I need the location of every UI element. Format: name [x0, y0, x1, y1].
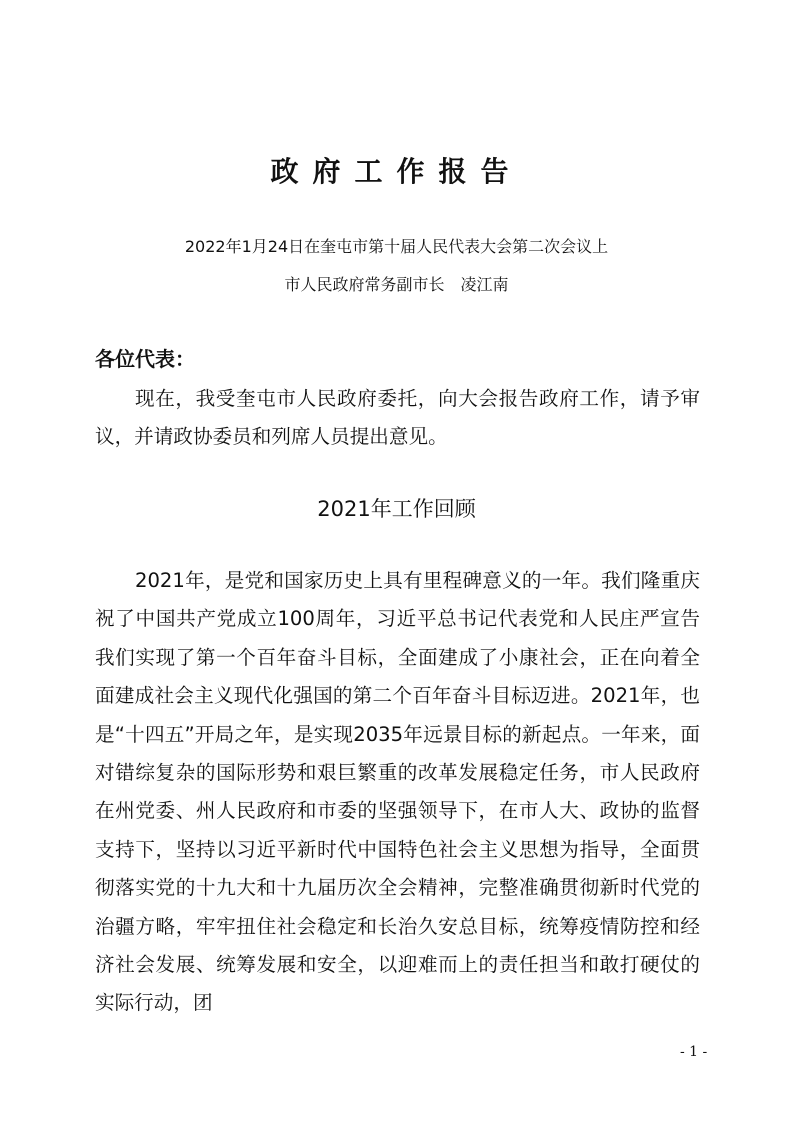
- subtitle-meeting-info: 2022年1月24日在奎屯市第十届人民代表大会第二次会议上: [184, 237, 609, 256]
- body-paragraph: 2021年，是党和国家历史上具有里程碑意义的一年。我们隆重庆祝了中国共产党成立100周年，习近平总书记代表党和人民庄严宣告我们实现了第一个百年奋斗目标，全面建成了小康社会，正在向着全面建成社会主义现代化强国的第二个百年奋斗目标迈进。2021年，也是“十四五”开局之年，是实现2035年远景目标的新起点。一年来，面对错综复杂的国际形势和艰巨繁重的改革发展稳定任务，市人民政府在州党委、州人民政府和市委的坚强领导下，在市人大、政协的监督支持下，坚持以习近平新时代中国特色社会主义思想为指导，全面贯彻落实党的十九大和十九届历次全会精神，完整准确贯彻新时代党的治疆方略，牢牢扭住社会稳定和长治久安总目标，统筹疫情防控和经济社会发展、统筹发展和安全，以迎难而上的责任担当和敢打硬仗的实际行动，团: [95, 569, 700, 1015]
- document-title: 政府工作报告: [270, 155, 523, 188]
- subtitle-speaker: 市人民政府常务副市长 凌江南: [284, 275, 509, 294]
- salutation: 各位代表：: [95, 347, 195, 371]
- intro-paragraph: 现在，我受奎屯市人民政府委托，向大会报告政府工作，请予审议，并请政协委员和列席人员提出意见。: [95, 387, 700, 448]
- section-heading: 2021年工作回顾: [317, 497, 476, 521]
- page-number: - 1 -: [680, 1044, 708, 1060]
